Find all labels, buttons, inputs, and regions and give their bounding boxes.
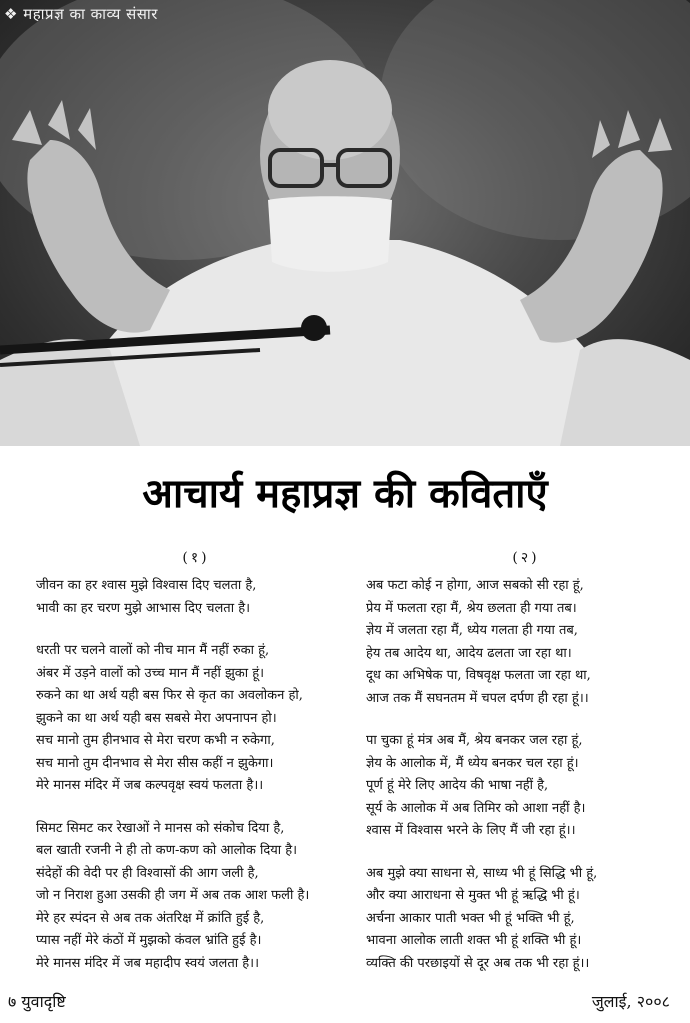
poem-line: जो न निराश हुआ उसकी ही जग में अब तक आश फली है। <box>36 888 310 903</box>
poem-line: मेरे हर स्पंदन से अब तक अंतरिक्ष में क्रांति हुई है, <box>36 910 265 926</box>
poem-line: संदेहों की वेदी पर ही विश्वासों की आग जली है, <box>36 865 259 881</box>
poem-line: भावना आलोक लाती शक्त भी हूं शक्ति भी हूं। <box>366 933 582 948</box>
stanza <box>366 575 686 710</box>
poem-line: अंबर में उड़ने वालों को उच्च मान मैं नहीं झुका हूं। <box>36 665 265 681</box>
poem-line: मेरे मानस मंदिर में जब महादीप स्वयं जलता है।। <box>36 955 260 971</box>
poem-line: बल खाती रजनी ने ही तो कण-कण को आलोक दिया है। <box>36 843 298 858</box>
stanza <box>366 863 686 976</box>
poem-line: झुकने का था अर्थ यही बस सबसे मेरा अपनापन हो। <box>36 710 277 726</box>
poem-line: पूर्ण हूं मेरे लिए आदेय की भाषा नहीं है, <box>366 778 549 793</box>
photo-illustration <box>0 0 690 446</box>
poem-number: (१) <box>182 550 210 566</box>
poem-line: धरती पर चलने वालों को नीच मान मैं नहीं रुका हूं, <box>36 643 270 658</box>
poem-line: सच मानो तुम हीनभाव से मेरा चरण कभी न रुकेगा, <box>36 733 275 748</box>
poem-line: सिमट सिमट कर रेखाओं ने मानस को संकोच दिया है, <box>36 820 285 836</box>
poem-line: अब मुझे क्या साधना से, साध्य भी हूं सिद्धि भी हूं, <box>366 865 598 881</box>
poem-line: ज्ञेय के आलोक में, मैं ध्येय बनकर चल रहा हूं। <box>366 755 579 771</box>
poem-line: सच मानो तुम दीनभाव से मेरा सीस कहीं न झुकेगा। <box>36 755 274 771</box>
poem-line: रुकने का था अर्थ यही बस फिर से कृत का अवलोकन हो, <box>36 688 303 703</box>
poem-line: आज तक मैं सघनतम में चपल दर्पण ही रहा हूं।। <box>366 690 589 706</box>
poem-number: (२) <box>512 550 540 566</box>
stanza <box>366 730 686 843</box>
poem-line: भावी का हर चरण मुझे आभास दिए चलता है। <box>36 600 251 616</box>
page-title: आचार्य महाप्रज्ञ की कविताएँ <box>142 471 548 517</box>
stanza <box>36 818 356 976</box>
poem-line: पा चुका हूं मंत्र अब मैं, श्रेय बनकर जल रहा हूं, <box>366 733 583 748</box>
poem-line: जीवन का हर श्वास मुझे विश्वास दिए चलता है, <box>36 578 257 593</box>
poem-column-2 <box>366 548 686 995</box>
poem-line: सूर्य के आलोक में अब तिमिर को आशा नहीं है। <box>366 800 586 816</box>
poem-line: और क्या आराधना से मुक्त भी हूं ऋद्धि भी हूं। <box>366 888 580 903</box>
stanza <box>36 575 356 620</box>
poem-line: हेय तब आदेय था, आदेय ढलता जा रहा था। <box>366 645 572 661</box>
section-tag: ❖ महाप्रज्ञ का काव्य संसार <box>4 5 158 23</box>
poem-line: श्वास में विश्वास भरने के लिए मैं जी रहा हूं।। <box>366 823 576 838</box>
poem-line: मेरे मानस मंदिर में जब कल्पवृक्ष स्वयं फलता है।। <box>36 778 264 793</box>
poem-line: प्यास नहीं मेरे कंठों में मुझको कंवल भ्रांति हुई है। <box>36 933 262 948</box>
poem-line: अब फटा कोई न होगा, आज सबको सी रहा हूं, <box>366 578 584 593</box>
poet-photo <box>0 0 690 446</box>
stanza <box>36 640 356 798</box>
footer-page-magazine: ७ युवादृष्टि <box>8 992 66 1011</box>
poem-line: प्रेय में फलता रहा मैं, श्रेय छलता ही गया तब। <box>366 600 577 616</box>
poem-column-1 <box>36 548 356 995</box>
poem-line: ज्ञेय में जलता रहा मैं, ध्येय गलता ही गया तब, <box>366 623 578 638</box>
poem-line: अर्चना आकार पाती भक्त भी हूं भक्ति भी हूं, <box>366 910 575 926</box>
poem-line: दूध का अभिषेक पा, विषवृक्ष फलता जा रहा था, <box>366 668 591 683</box>
footer-date: जुलाई, २००८ <box>591 992 670 1011</box>
poem-line: व्यक्ति की परछाइयों से दूर अब तक भी रहा हूं।। <box>366 955 590 971</box>
